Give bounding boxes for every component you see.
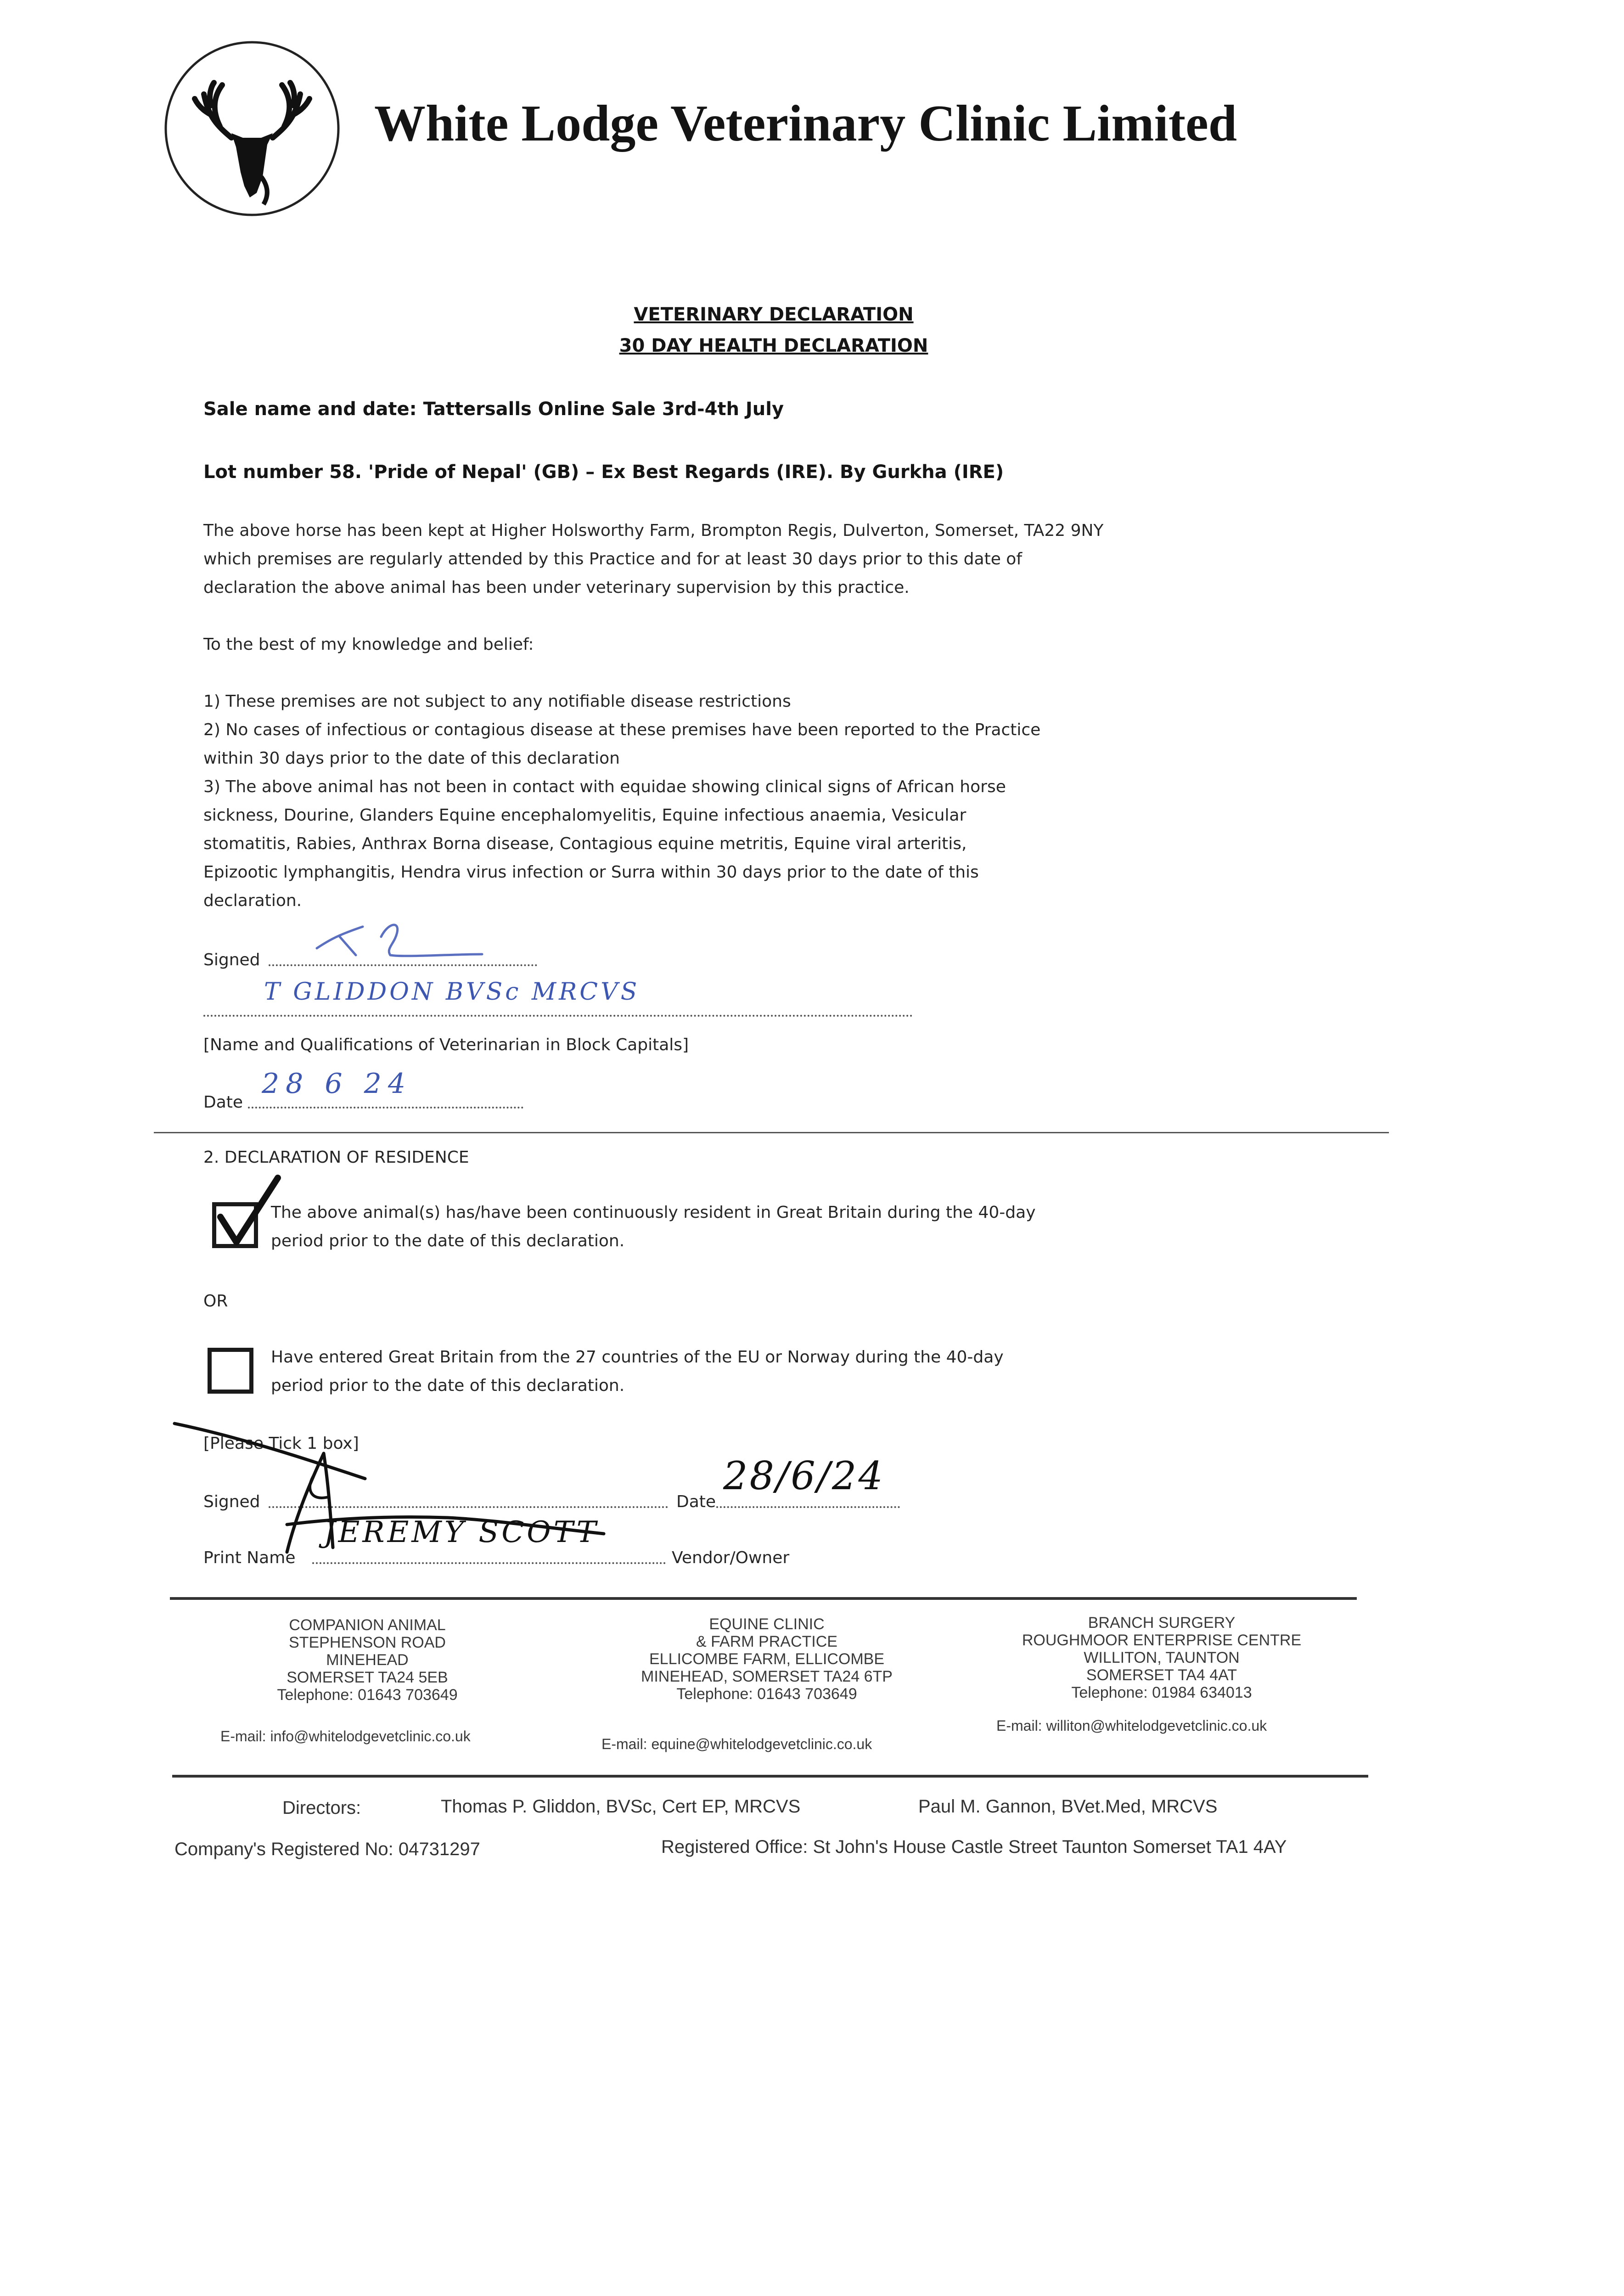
eu-entry-checkbox[interactable] [208,1348,253,1394]
or-label: OR [203,1292,228,1311]
director-2: Paul M. Gannon, BVet.Med, MRCVS [918,1796,1218,1817]
address-line: ELLICOMBE FARM, ELLICOMBE [649,1650,885,1668]
name-qualifications-label: [Name and Qualifications of Veterinarian in Block Capitals] [203,1035,689,1054]
address-line: MINEHEAD, SOMERSET TA24 6TP [641,1668,893,1685]
sale-name-line: Sale name and date: Tattersalls Online Sale 3rd-4th July [203,399,784,420]
address-line: Telephone: 01643 703649 [277,1686,458,1704]
director-1: Thomas P. Gliddon, BVSc, Cert EP, MRCVS [441,1796,801,1817]
address-line: SOMERSET TA24 5EB [287,1669,448,1686]
eu-entry-option-text [271,1343,1004,1400]
option-line: Have entered Great Britain from the 27 countries of the EU or Norway during the 40-day [271,1348,1004,1367]
print-name-label: Print Name [203,1548,296,1567]
vet-name-handwritten: T GLIDDON BVSc MRCVS [264,978,640,1006]
company-name: White Lodge Veterinary Clinic Limited [374,95,1237,152]
address-line: Telephone: 01984 634013 [1071,1684,1252,1701]
stag-head-logo-icon [163,39,342,218]
vet-date-line [248,1107,523,1109]
declaration-items [203,687,1040,915]
intro-line: which premises are regularly attended by this Practice and for at least 30 days prior to this date of [203,550,1023,568]
belief-statement: To the best of my knowledge and belief: [203,635,534,654]
item-line: 3) The above animal has not been in contact with equidae showing clinical signs of African horse [203,777,1006,796]
vet-date-label: Date [203,1093,243,1112]
vet-signed-label: Signed [203,951,260,969]
declaration-title: VETERINARY DECLARATION [634,304,914,325]
item-line: declaration. [203,891,302,910]
owner-name-handwritten: JEREMY SCOTT [324,1515,599,1549]
owner-date-handwritten: 28/6/24 [723,1453,885,1498]
resident-option-text [271,1199,1036,1255]
item-line: within 30 days prior to the date of this declaration [203,749,620,768]
item-line: Epizootic lymphangitis, Hendra virus infection or Surra within 30 days prior to the date of this [203,863,979,882]
section-divider [154,1132,1389,1133]
address-line: COMPANION ANIMAL [289,1616,446,1634]
owner-signature [172,1410,631,1563]
owner-signed-label: Signed [203,1492,260,1511]
address-line: & FARM PRACTICE [696,1633,837,1650]
vendor-owner-label: Vendor/Owner [672,1548,790,1567]
declaration-subtitle: 30 DAY HEALTH DECLARATION [619,335,928,356]
address-line: EQUINE CLINIC [709,1615,825,1633]
intro-paragraph [203,517,1103,602]
option-line: period prior to the date of this declaration. [271,1232,625,1250]
residence-heading: 2. DECLARATION OF RESIDENCE [203,1148,469,1167]
branch-surgery-address [1001,1614,1322,1701]
equine-email-link[interactable]: E-mail: equine@whitelodgevetclinic.co.uk [601,1736,872,1752]
vet-signature [312,905,496,971]
address-line: MINEHEAD [326,1651,409,1669]
tick-note: [Please Tick 1 box] [203,1434,359,1453]
intro-line: The above horse has been kept at Higher Holsworthy Farm, Brompton Regis, Dulverton, Somerset, TA22 9NY [203,521,1104,540]
address-line: ROUGHMOOR ENTERPRISE CENTRE [1022,1632,1302,1649]
item-line: 2) No cases of infectious or contagious disease at these premises have been reported to the Practice [203,720,1041,739]
owner-date-line [716,1506,900,1508]
item-line: sickness, Dourine, Glanders Equine encephalomyelitis, Equine infectious anaemia, Vesicular [203,806,967,825]
equine-clinic-address [615,1615,918,1703]
option-line: The above animal(s) has/have been continuously resident in Great Britain during the 40-day [271,1203,1036,1222]
address-line: WILLITON, TAUNTON [1084,1649,1240,1666]
footer-divider-top [170,1597,1357,1600]
companion-animal-address [220,1616,514,1704]
address-line: Telephone: 01643 703649 [676,1685,857,1703]
footer-divider-bottom [172,1775,1368,1778]
address-line: SOMERSET TA4 4AT [1086,1666,1237,1684]
intro-line: declaration the above animal has been under veterinary supervision by this practice. [203,578,910,597]
owner-date-label: Date [676,1492,716,1511]
directors-label: Directors: [282,1798,361,1818]
companion-email-link[interactable]: E-mail: info@whitelodgevetclinic.co.uk [220,1728,471,1745]
vet-date-handwritten: 28 6 24 [262,1068,412,1100]
vet-name-line [203,1015,913,1017]
company-registered-number: Company's Registered No: 04731297 [174,1839,480,1859]
item-line: stomatitis, Rabies, Anthrax Borna disease, Contagious equine metritis, Equine viral arteritis, [203,834,967,853]
branch-email-link[interactable]: E-mail: williton@whitelodgevetclinic.co.uk [996,1717,1267,1734]
item-line: 1) These premises are not subject to any notifiable disease restrictions [203,692,791,711]
address-line: STEPHENSON ROAD [289,1634,446,1651]
registered-office: Registered Office: St John's House Castle Street Taunton Somerset TA1 4AY [661,1837,1287,1857]
lot-number-line: Lot number 58. 'Pride of Nepal' (GB) – Ex Best Regards (IRE). By Gurkha (IRE) [203,461,1004,483]
option-line: period prior to the date of this declaration. [271,1376,625,1395]
address-line: BRANCH SURGERY [1088,1614,1236,1632]
